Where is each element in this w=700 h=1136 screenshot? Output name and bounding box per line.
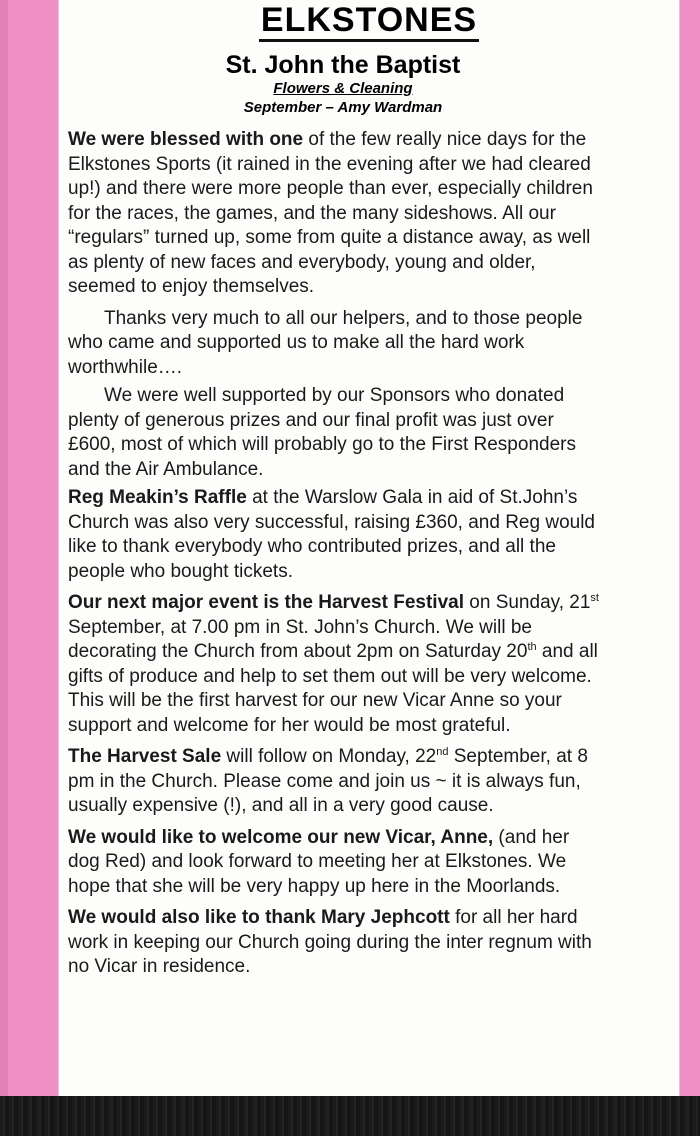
section-role: Flowers & Cleaning	[273, 80, 413, 97]
paragraph-lead: We would like to welcome our new Vicar, Anne,	[68, 826, 494, 848]
paragraph-lead: Reg Meakin’s Raffle	[68, 487, 247, 508]
paragraph-lead: We would also like to thank Mary Jephcott	[68, 907, 450, 928]
ordinal-suffix: st	[590, 592, 599, 604]
paragraph-text: at the Warslow Gala in aid of St.John’s Church was also very successful, raising £360, and Reg would like to thank everybody who contributed prizes, and all the people who bought tickets.	[68, 487, 595, 582]
paragraph-text: for all her hard work in keeping our Church going during the inter regnum with no Vicar in residence.	[68, 907, 592, 977]
paragraph-text: on Sunday, 21	[464, 592, 591, 613]
bottom-edge	[0, 1096, 700, 1136]
month-author: September – Amy Wardman	[243, 99, 443, 116]
paragraph-sponsors: We were well supported by our Sponsors who donated plenty of generous prizes and our final profit was just over £600, most of which will probably go to the First Responders and the Air Ambulance.	[68, 385, 576, 480]
paragraph-raffle	[68, 486, 600, 584]
paragraph-text: and all gifts of produce and help to set them out will be very welcome. This will be the first harvest for our new Vicar Anne so your support and welcome for her would be most grateful.	[68, 641, 598, 736]
paragraph-lead: The Harvest Sale	[68, 746, 222, 767]
paragraph-harvest-festival	[68, 591, 600, 738]
background-stripe	[0, 0, 8, 1096]
article-body	[68, 128, 600, 987]
church-name: St. John the Baptist	[225, 51, 461, 79]
ordinal-suffix: th	[527, 641, 537, 653]
paragraph-sports	[68, 128, 600, 300]
paragraph-new-vicar	[68, 826, 600, 900]
paragraph-harvest-sale	[68, 745, 600, 819]
paragraph-thanks-mary	[68, 906, 600, 980]
paragraph-text: of the few really nice days for the Elkstones Sports (it rained in the evening after we had cleared up!) and there were more people than ever, especially children for the races, the games, and the many sideshows. All our “regulars” turned up, some from quite a distance away, as well as plenty of new faces and everybody, young and older, seemed to enjoy themselves.	[68, 129, 593, 297]
paragraph-text: will follow on Monday, 22	[221, 746, 437, 767]
paragraph-lead: We were blessed with one	[68, 129, 304, 150]
paragraph-text: September, at 8 pm in the Church. Please come and join us ~ it is always fun, usually expensive (!), and all in a very good cause.	[68, 746, 588, 816]
paragraph-thanks: Thanks very much to all our helpers, and to those people who came and supported us to make all the hard work worthwhile….	[68, 307, 583, 378]
paragraph-text: September, at 7.00 pm in St. John’s Church. We will be decorating the Church from about 2pm on Saturday 20	[68, 616, 532, 662]
page-title-text: ELKSTONES	[259, 1, 479, 42]
ordinal-suffix: nd	[436, 746, 449, 758]
paragraph-lead: Our next major event is the Harvest Festival	[68, 592, 464, 613]
paragraph-text: (and her dog Red) and look forward to meeting her at Elkstones. We hope that she will be very happy up here in the Moorlands.	[68, 826, 570, 897]
page-title	[58, 0, 680, 40]
